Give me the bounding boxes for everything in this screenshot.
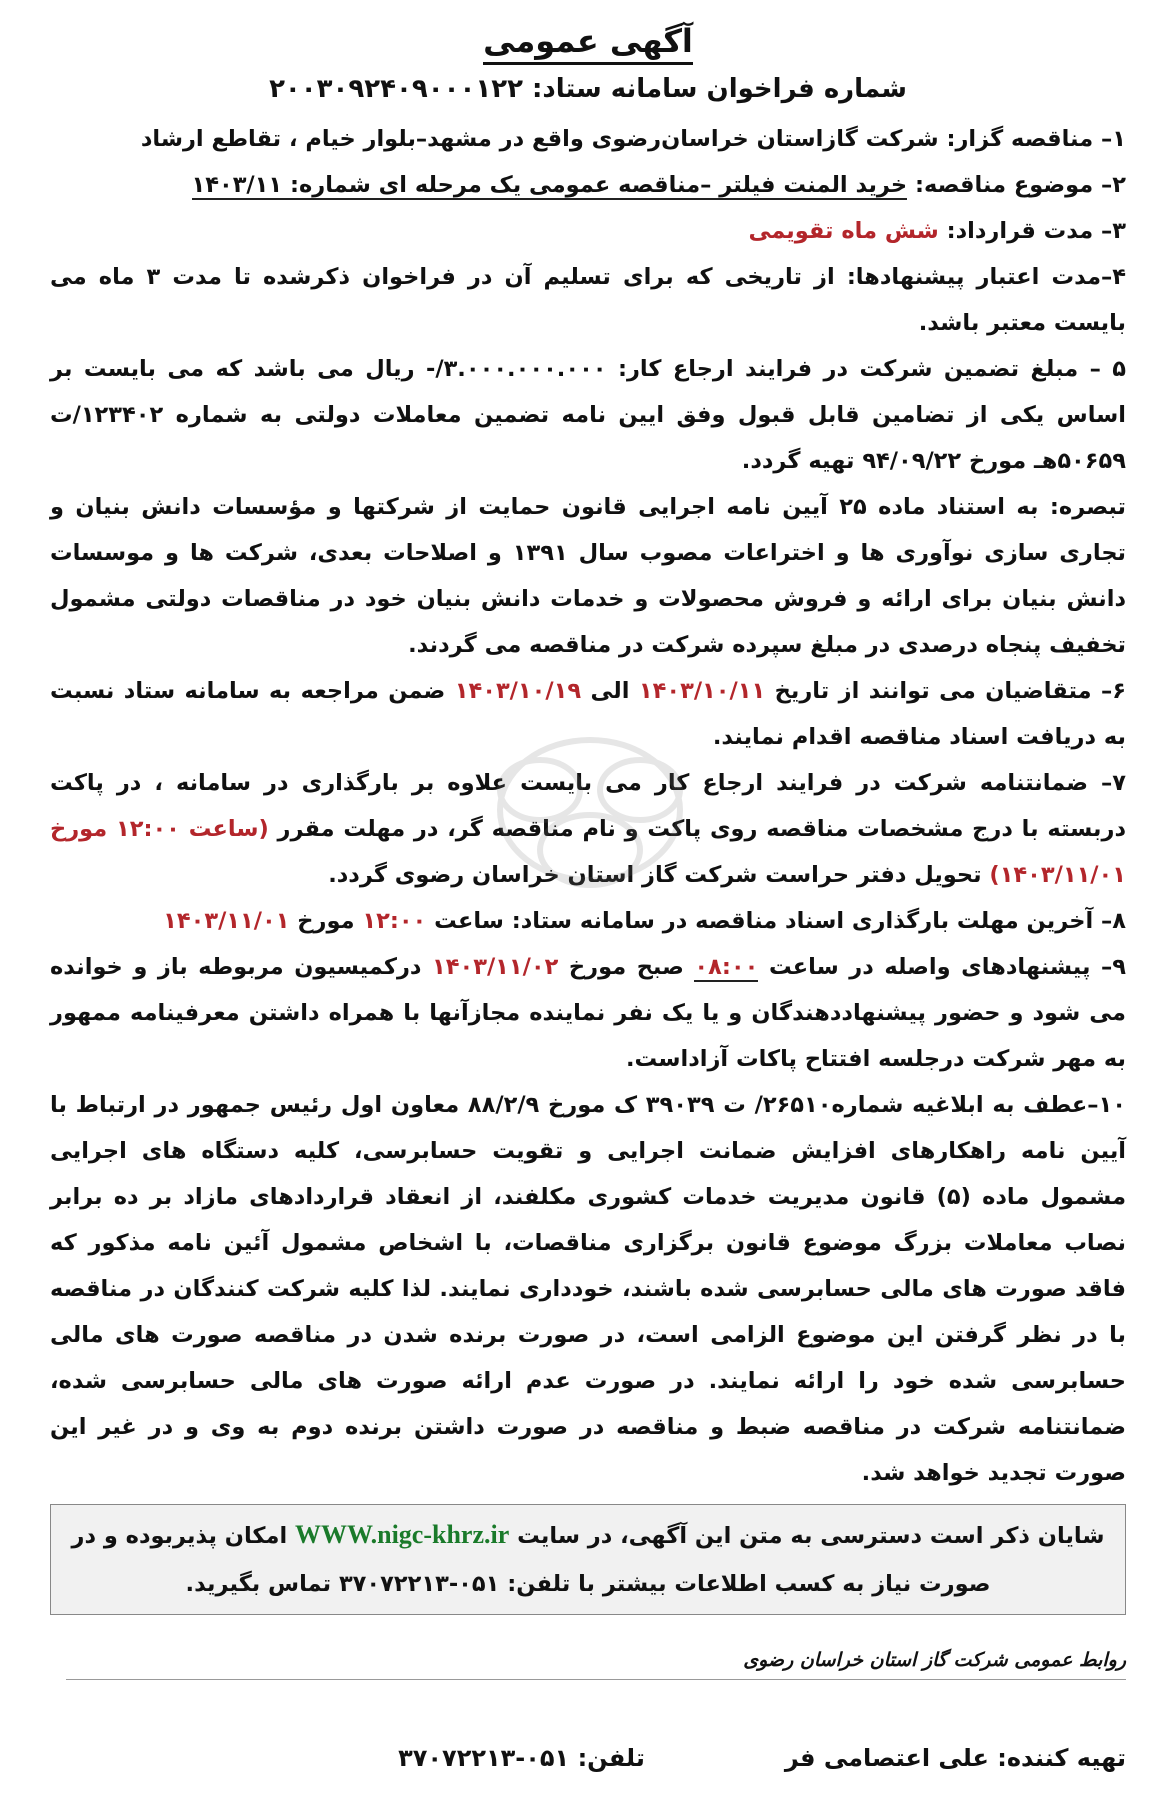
footer-phone xyxy=(398,1744,645,1772)
item-8-time: ۱۲:۰۰ xyxy=(362,908,427,934)
item-8 xyxy=(50,898,1126,944)
info-box-phone: ۰۵۱-۳۷۰۷۲۲۱۳ xyxy=(338,1571,500,1597)
item-3-text: شش ماه تقویمی xyxy=(748,218,939,244)
item-6-date-start: ۱۴۰۳/۱۰/۱۱ xyxy=(638,678,766,704)
item-1 xyxy=(50,116,1126,162)
call-number: شماره فراخوان سامانه ستاد: ۲۰۰۳۰۹۲۴۰۹۰۰۰۱۲۲ xyxy=(269,74,907,104)
info-box-end: تماس بگیرید. xyxy=(185,1571,332,1597)
divider xyxy=(66,1679,1126,1680)
info-box xyxy=(50,1504,1126,1615)
item-3 xyxy=(50,208,1126,254)
preparer-name: علی اعتصامی فر xyxy=(784,1744,989,1772)
item-1-text: شرکت گازاستان خراسان‌رضوی واقع در مشهد–بلوار خیام ، تقاطع ارشاد xyxy=(140,126,939,152)
item-2 xyxy=(50,162,1126,208)
item-8-date: ۱۴۰۳/۱۱/۰۱ xyxy=(163,908,290,934)
item-6-mid: الی xyxy=(590,678,630,704)
preparer-label: تهیه کننده: xyxy=(997,1744,1126,1772)
item-7-deadline: (ساعت ۱۲:۰۰ مورخ ۱۴۰۳/۱۱/۰۱) xyxy=(50,816,1126,888)
item-7-pre: ۷– ضمانتنامه شرکت در فرایند ارجاع کار می بایست علاوه بر بارگذاری در سامانه ، در پاکت دربسته با درج مشخصات مناقصه روی پاکت و نام مناقصه گر، در مهلت مقرر xyxy=(50,770,1127,842)
item-4-text: از تاریخی که برای تسلیم آن در فراخوان ذکرشده تا مدت ۳ ماه می بایست معتبر باشد. xyxy=(50,264,1126,336)
item-9-time: ۰۸:۰۰ xyxy=(694,954,759,980)
public-relations-signature: روابط عمومی شرکت گاز استان خراسان رضوی xyxy=(743,1649,1126,1671)
item-5-label: ۵ – مبلغ تضمین شرکت در فرایند ارجاع کار: xyxy=(617,356,1126,382)
note-paragraph: تبصره: به استناد ماده ۲۵ آیین نامه اجرایی قانون حمایت از شرکتها و مؤسسات دانش بنیان و تجاری سازی نوآوری ها و اختراعات مصوب سال ۱۳۹۱ و اصلاحات بعدی، شرکت ها و موسسات دانش بنیان برای ارائه و فروش محصولات و خدمات دانش بنیان خود در مناقصات دولتی مشمول تخفیف پنجاه درصدی در مبلغ سپرده شرکت در مناقصه می گردند. xyxy=(50,494,1126,658)
item-8-pre: ۸– آخرین مهلت بارگذاری اسناد مناقصه در سامانه ستاد: ساعت xyxy=(434,908,1126,934)
item-7-post: تحویل دفتر حراست شرکت گاز استان خراسان رضوی گردد. xyxy=(328,862,982,888)
item-2-label: ۲– موضوع مناقصه: xyxy=(914,172,1126,198)
item-9-post: درکمیسیون مربوطه باز و خوانده می شود و حضور پیشنهاددهندگان و یا یک نفر نماینده مجازآنها با همراه داشتن معرفینامه ممهور به مهر شرکت درجلسه افتتاح پاکات آزاداست. xyxy=(50,954,1126,1072)
item-1-label: ۱– مناقصه گزار: xyxy=(946,126,1126,152)
footer-phone-label: تلفن: xyxy=(577,1744,645,1772)
item-3-label: ۳– مدت قرارداد: xyxy=(946,218,1126,244)
item-7 xyxy=(50,760,1126,898)
footer xyxy=(50,1744,1126,1772)
info-box-pre: شایان ذکر است دسترسی به متن این آگهی، در سایت xyxy=(517,1523,1105,1549)
item-6 xyxy=(50,668,1126,760)
item-4 xyxy=(50,254,1126,346)
item-10: ۱۰–عطف به ابلاغیه شماره۲۶۵۱۰/ ت ۳۹۰۳۹ ک مورخ ۸۸/۲/۹ معاون اول رئیس جمهور در ارتباط با آیین نامه راهکارهای افزایش ضمانت اجرایی و تقویت حسابرسی، کلیه دستگاه های اجرایی مشمول ماده (۵) قانون مدیریت خدمات کشوری مکلفند، از انعقاد قراردادهای مازاد بر ده برابر نصاب معاملات بزرگ موضوع قانون برگزاری مناقصات، با اشخاص مشمول آئین نامه مذکور که فاقد صورت های مالی حسابرسی شده باشند، خودداری نمایند. لذا کلیه شرکت کنندگان در مناقصه با در نظر گرفتن این موضوع الزامی است، در صورت برنده شدن در مناقصه صورت های مالی حسابرسی شده خود را ارائه نمایند. در صورت عدم ارائه صورت های مالی حسابرسی شده، ضمانتنامه شرکت در مناقصه ضبط و مناقصه در صورت داشتن برنده دوم به وی و در غیر این صورت تجدید خواهد شد. xyxy=(50,1092,1127,1486)
footer-phone-number: ۰۵۱-۳۷۰۷۲۲۱۳ xyxy=(398,1744,570,1772)
item-4-label: ۴–مدت اعتبار پیشنهادها: xyxy=(846,264,1126,290)
item-9-pre: ۹– پیشنهادهای واصله در ساعت xyxy=(768,954,1126,980)
item-6-date-end: ۱۴۰۳/۱۰/۱۹ xyxy=(454,678,582,704)
preparer xyxy=(785,1744,1126,1772)
item-8-mid: مورخ xyxy=(297,908,355,934)
website-link[interactable]: WWW.nigc-khrz.ir xyxy=(295,1520,510,1549)
item-2-text: خرید المنت فیلتر –مناقصه عمومی یک مرحله ای شماره: ۱۴۰۳/۱۱ xyxy=(191,172,908,198)
announcement-page xyxy=(50,12,1126,1812)
item-6-pre: ۶– متقاضیان می توانند از تاریخ xyxy=(774,678,1126,704)
item-6-post: ضمن مراجعه به سامانه ستاد نسبت به دریافت اسناد مناقصه اقدام نمایند. xyxy=(50,678,1126,750)
info-box-post: امکان پذیربوده و در صورت نیاز به کسب اطلاعات بیشتر با تلفن: xyxy=(71,1523,991,1597)
page-title: آگهی عمومی xyxy=(50,22,1126,60)
item-9-mid: صبح مورخ xyxy=(568,954,684,980)
item-9 xyxy=(50,944,1126,1082)
item-5 xyxy=(50,346,1126,484)
item-5-text: ‎-/۳.۰۰۰.۰۰۰.۰۰۰‎ ریال می باشد که می بایست بر اساس یکی از تضامین قابل قبول وفق ایین نامه تضمین معاملات دولتی به شماره ۱۲۳۴۰۲/ت ۵۰۶۵۹هـ مورخ ۹۴/۰۹/۲۲ تهیه گردد. xyxy=(50,356,1126,474)
item-9-date: ۱۴۰۳/۱۱/۰۲ xyxy=(432,954,559,980)
